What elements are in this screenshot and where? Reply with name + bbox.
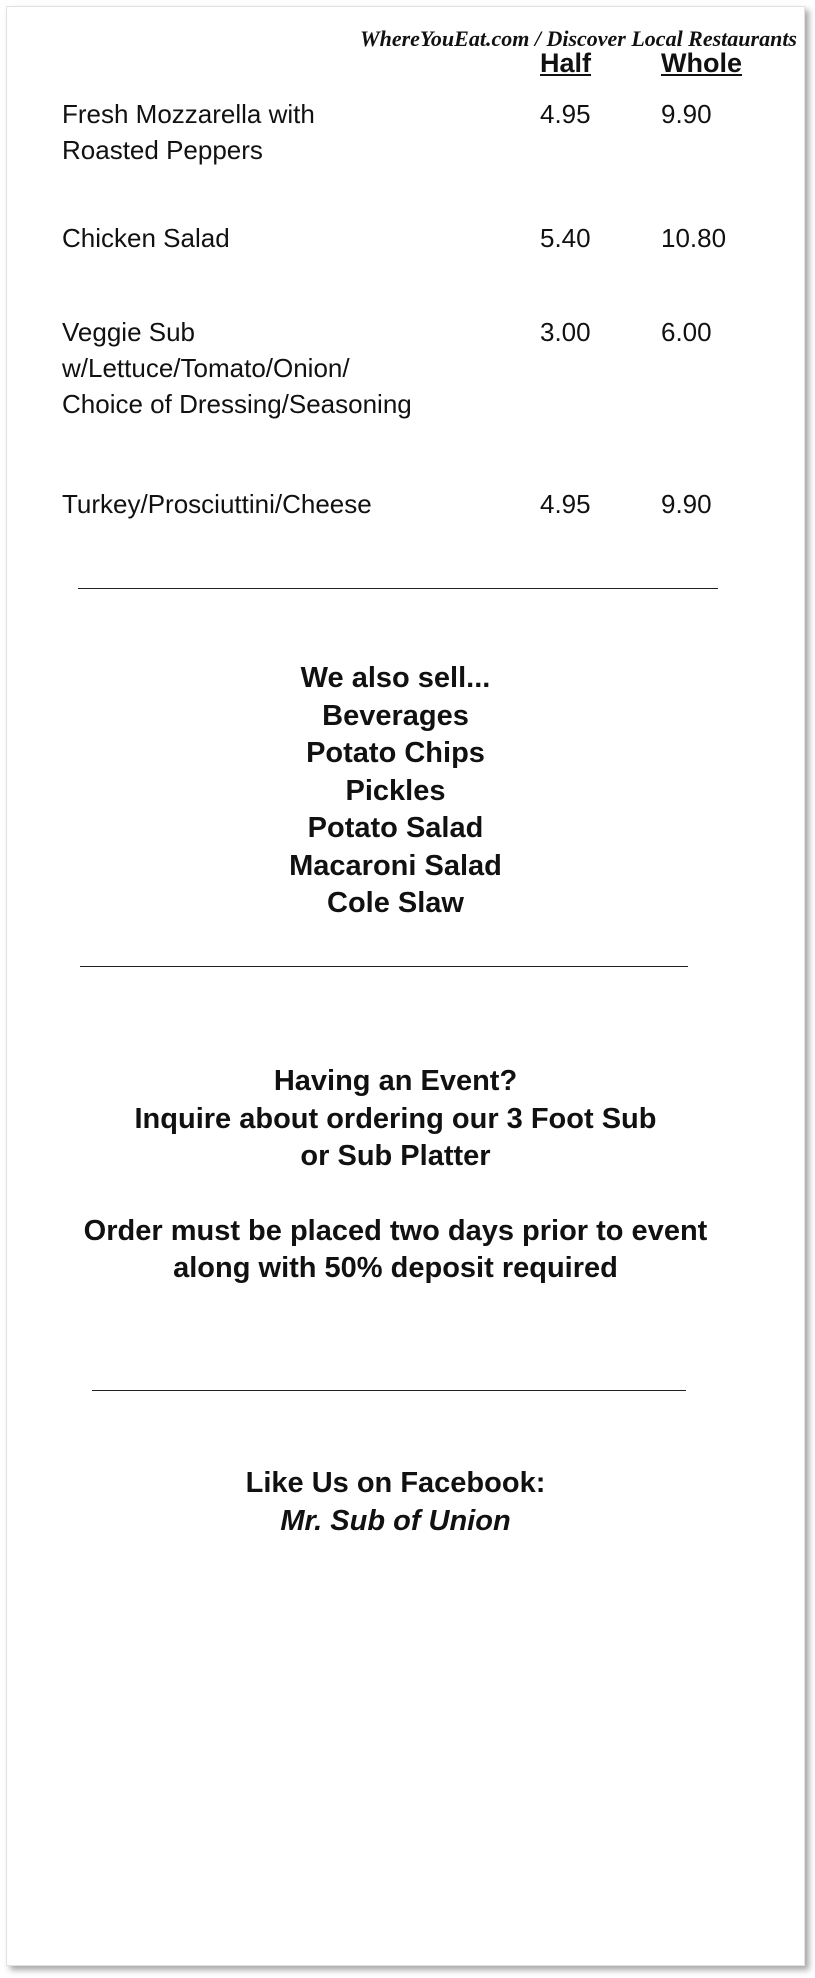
half-price: 3.00 xyxy=(540,317,591,347)
also-sell-item: Cole Slaw xyxy=(327,887,464,919)
site-watermark: WhereYouEat.com / Discover Local Restaurants xyxy=(360,26,797,51)
event-heading: Having an Event? xyxy=(273,1065,518,1097)
menu-page xyxy=(6,6,805,1966)
divider xyxy=(92,1390,686,1391)
menu-item-name: Fresh Mozzarella with Roasted Peppers xyxy=(62,99,315,165)
event-line: Inquire about ordering our 3 Foot Sub xyxy=(134,1102,657,1135)
also-sell-section xyxy=(0,660,803,923)
half-price: 5.40 xyxy=(540,223,591,253)
whole-column-header: Whole xyxy=(661,48,742,78)
event-section xyxy=(0,1063,803,1288)
also-sell-item: Potato Salad xyxy=(307,812,484,844)
also-sell-item: Macaroni Salad xyxy=(289,849,502,882)
also-sell-item: Beverages xyxy=(322,699,469,732)
also-sell-item: Pickles xyxy=(345,774,446,807)
half-price: 4.95 xyxy=(540,99,591,129)
menu-item-name: Turkey/Prosciuttini/Cheese xyxy=(62,489,372,519)
event-line: or Sub Platter xyxy=(300,1140,491,1172)
divider xyxy=(78,588,718,589)
event-notice-line: Order must be placed two days prior to event xyxy=(83,1214,708,1247)
event-notice-line: along with 50% deposit required xyxy=(173,1252,618,1284)
half-price: 4.95 xyxy=(540,489,591,519)
divider xyxy=(80,966,688,967)
facebook-page-name: Mr. Sub of Union xyxy=(280,1504,511,1537)
also-sell-item: Potato Chips xyxy=(306,737,485,769)
menu-item-name: Chicken Salad xyxy=(62,223,230,253)
whole-price: 9.90 xyxy=(661,99,712,129)
whole-price: 9.90 xyxy=(661,489,712,519)
whole-price: 10.80 xyxy=(661,223,727,253)
whole-price: 6.00 xyxy=(661,317,712,347)
facebook-section xyxy=(0,1465,803,1540)
menu-item-name: Veggie Sub w/Lettuce/Tomato/Onion/ Choice of Dressing/Seasoning xyxy=(62,317,412,419)
facebook-label: Like Us on Facebook: xyxy=(245,1467,546,1499)
also-sell-heading: We also sell... xyxy=(300,662,491,694)
half-column-header: Half xyxy=(540,48,592,78)
